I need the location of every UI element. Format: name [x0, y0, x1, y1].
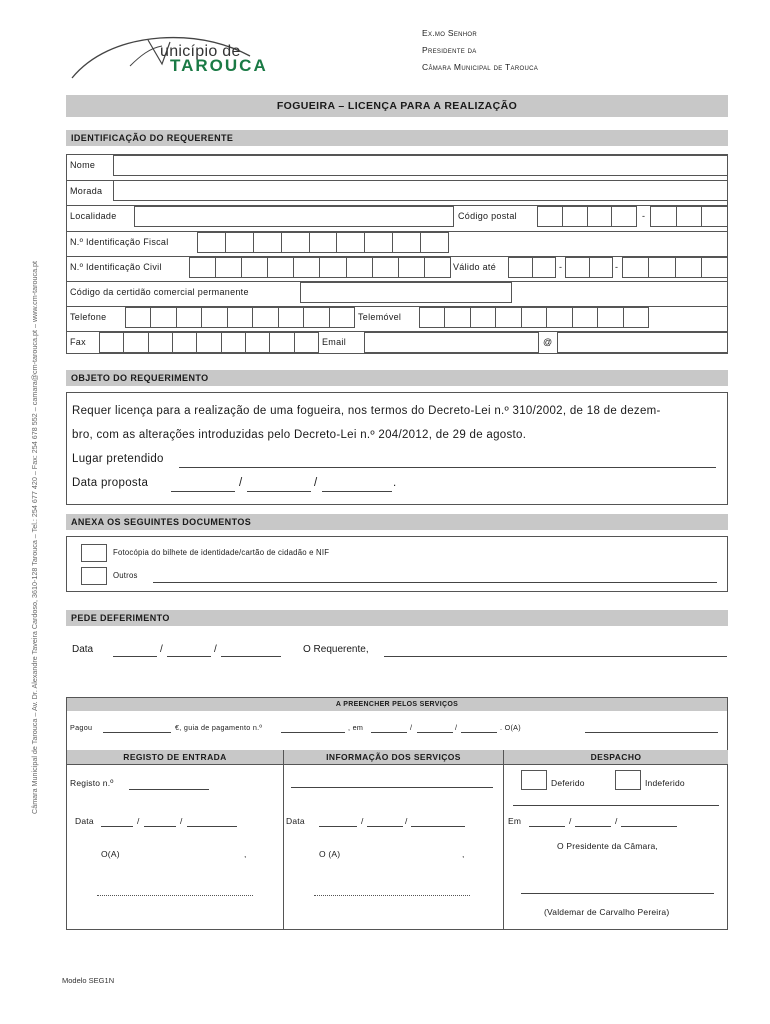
col-registo-entrada: REGISTO DE ENTRADA	[67, 750, 283, 764]
addressee-line-2: Presidente da	[422, 45, 477, 55]
servicos-header: A PREENCHER PELOS SERVIÇOS	[67, 698, 727, 711]
label-fotocopia: Fotocópia do bilhete de identidade/cartão de cidadão e NIF	[113, 548, 330, 557]
footer-modelo: Modelo SEG1N	[62, 976, 115, 985]
col-despacho: DESPACHO	[504, 750, 728, 764]
requerente-signature-line[interactable]	[384, 656, 727, 657]
localidade-input[interactable]	[134, 206, 454, 227]
label-presidente: O Presidente da Câmara,	[557, 841, 658, 851]
section-pede-header: PEDE DEFERIMENTO	[66, 610, 728, 626]
addressee-line-3: Câmara Municipal de Tarouca	[422, 62, 539, 72]
label-morada: Morada	[70, 186, 103, 196]
valido-dia-cells[interactable]	[508, 257, 556, 278]
valido-ano-cells[interactable]	[622, 257, 728, 278]
label-fax: Fax	[70, 337, 86, 347]
checkbox-outros[interactable]	[81, 567, 107, 585]
label-deferido: Deferido	[551, 778, 585, 788]
label-lugar-pretendido: Lugar pretendido	[72, 453, 164, 465]
col-informacao-servicos: INFORMAÇÃO DOS SERVIÇOS	[284, 750, 503, 764]
data-proposta-mes-line[interactable]	[247, 491, 311, 492]
label-indeferido: Indeferido	[645, 778, 685, 788]
section-ident-header: IDENTIFICAÇÃO DO REQUERENTE	[66, 130, 728, 146]
servicos-box: A PREENCHER PELOS SERVIÇOS Pagou €, guia de pagamento n.º , em / / . O(A) REGISTO DE ENTRADA INFORMAÇÃO DOS SERVIÇOS DESPACHO Registo n.º Data / / O(A) , Data / / O (A) , Deferido Indeferido Em / / O Presidente da Câmara, (Valdemar de Carvalho Pereira)	[66, 697, 728, 930]
label-certidao: Código da certidão comercial permanente	[70, 287, 249, 297]
label-registo: Registo n.º	[70, 778, 114, 788]
fax-cells[interactable]	[99, 332, 319, 353]
section-objeto-header: OBJETO DO REQUERIMENTO	[66, 370, 728, 386]
nome-input[interactable]	[113, 155, 728, 176]
label-pagou: Pagou	[70, 723, 93, 732]
label-info-oa: O (A)	[319, 849, 341, 859]
checkbox-fotocopia[interactable]	[81, 544, 107, 562]
pede-data-dia-line[interactable]	[113, 656, 157, 657]
email-user-input[interactable]	[364, 332, 539, 353]
morada-input[interactable]	[113, 180, 728, 201]
label-registo-oa: O(A)	[101, 849, 120, 859]
label-at: @	[543, 337, 553, 347]
codigo-postal-suffix-cells[interactable]	[650, 206, 728, 227]
ident-box: Nome Morada Localidade Código postal - N.º Identificação Fiscal N.º Identificação Civil Válido até - - Código da certidão comercial permanente Telefone Telemóvel Fax Email @	[66, 154, 728, 354]
side-contact-text: Câmara Municipal de Tarouca – Av. Dr. Alexandre Taveira Cardoso, 3610-128 Tarouca – Tel.: 254 677 420 – Fax: 254 678 552 – camara@cm-tarouca.pt – www.cm-tarouca.pt	[30, 260, 39, 814]
label-em: , em	[348, 723, 364, 732]
label-nome: Nome	[70, 160, 96, 170]
label-email: Email	[322, 337, 347, 347]
form-title: FOGUEIRA – LICENÇA PARA A REALIZAÇÃO	[66, 95, 728, 117]
data-proposta-dia-line[interactable]	[171, 491, 235, 492]
label-nic: N.º Identificação Civil	[70, 262, 162, 272]
telemovel-cells[interactable]	[419, 307, 649, 328]
label-pede-data: Data	[72, 644, 94, 655]
label-guia: €, guia de pagamento n.º	[175, 723, 263, 732]
label-codigo-postal: Código postal	[458, 211, 517, 221]
pede-data-ano-line[interactable]	[221, 656, 281, 657]
label-nif: N.º Identificação Fiscal	[70, 237, 169, 247]
label-telefone: Telefone	[70, 312, 107, 322]
label-nome-presidente: (Valdemar de Carvalho Pereira)	[544, 907, 670, 917]
logo-text-tarouca: TAROUCA	[170, 56, 268, 75]
objeto-text-line-1: Requer licença para a realização de uma fogueira, nos termos do Decreto-Lei n.º 310/2002, de 18 de dezem-	[72, 405, 661, 417]
logo-text-municipio: unicípio de	[160, 43, 241, 60]
label-oa: . O(A)	[500, 723, 521, 732]
pede-data-mes-line[interactable]	[167, 656, 211, 657]
label-localidade: Localidade	[70, 211, 117, 221]
certidao-input[interactable]	[300, 282, 512, 303]
section-anexa-header: ANEXA OS SEGUINTES DOCUMENTOS	[66, 514, 728, 530]
data-proposta-ano-line[interactable]	[322, 491, 392, 492]
label-registo-data: Data	[75, 816, 94, 826]
nif-cells[interactable]	[197, 232, 449, 253]
email-domain-input[interactable]	[557, 332, 728, 353]
nic-cells[interactable]	[189, 257, 451, 278]
checkbox-indeferido[interactable]	[615, 770, 641, 790]
label-info-data: Data	[286, 816, 305, 826]
outros-line[interactable]	[153, 582, 717, 583]
label-outros: Outros	[113, 571, 138, 580]
objeto-text-line-2: bro, com as alterações introduzidas pelo Decreto-Lei n.º 204/2012, de 29 de agosto.	[72, 429, 527, 441]
lugar-pretendido-line[interactable]	[179, 467, 716, 468]
objeto-box: Requer licença para a realização de uma fogueira, nos termos do Decreto-Lei n.º 310/2002, de 18 de dezem- bro, com as alterações introduzidas pelo Decreto-Lei n.º 204/2012, de 29 de agosto. Lugar pretendido Data proposta / / .	[66, 392, 728, 505]
label-valido-ate: Válido até	[453, 262, 497, 272]
label-data-proposta: Data proposta	[72, 477, 149, 489]
label-despacho-em: Em	[508, 816, 522, 826]
valido-mes-cells[interactable]	[565, 257, 613, 278]
label-requerente: O Requerente,	[303, 644, 369, 655]
anexa-box	[66, 536, 728, 592]
checkbox-deferido[interactable]	[521, 770, 547, 790]
addressee-line-1: Ex.mo Senhor	[422, 28, 477, 38]
label-telemovel: Telemóvel	[358, 312, 402, 322]
telefone-cells[interactable]	[125, 307, 355, 328]
codigo-postal-prefix-cells[interactable]	[537, 206, 637, 227]
